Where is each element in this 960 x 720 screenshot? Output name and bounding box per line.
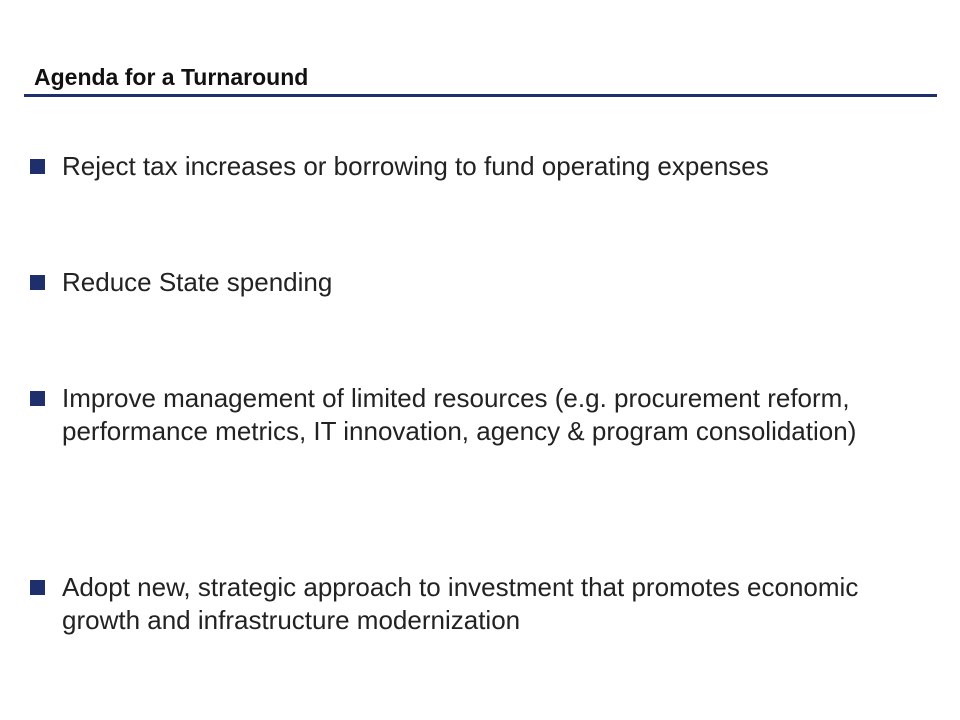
title-underline [24,94,937,97]
bullet-text: Adopt new, strategic approach to investment that promotes economic growth and infrastructure modernization [62,572,859,635]
square-bullet-icon [30,391,45,406]
square-bullet-icon [30,159,45,174]
bullet-text: Improve management of limited resources (e.g. procurement reform, performance metrics, IT innovation, agency & program consolidation) [62,383,857,446]
square-bullet-icon [30,275,45,290]
bullet-text: Reduce State spending [62,267,333,297]
slide-title: Agenda for a Turnaround [34,64,309,90]
square-bullet-icon [30,580,45,595]
bullet-text: Reject tax increases or borrowing to fund operating expenses [62,151,769,181]
